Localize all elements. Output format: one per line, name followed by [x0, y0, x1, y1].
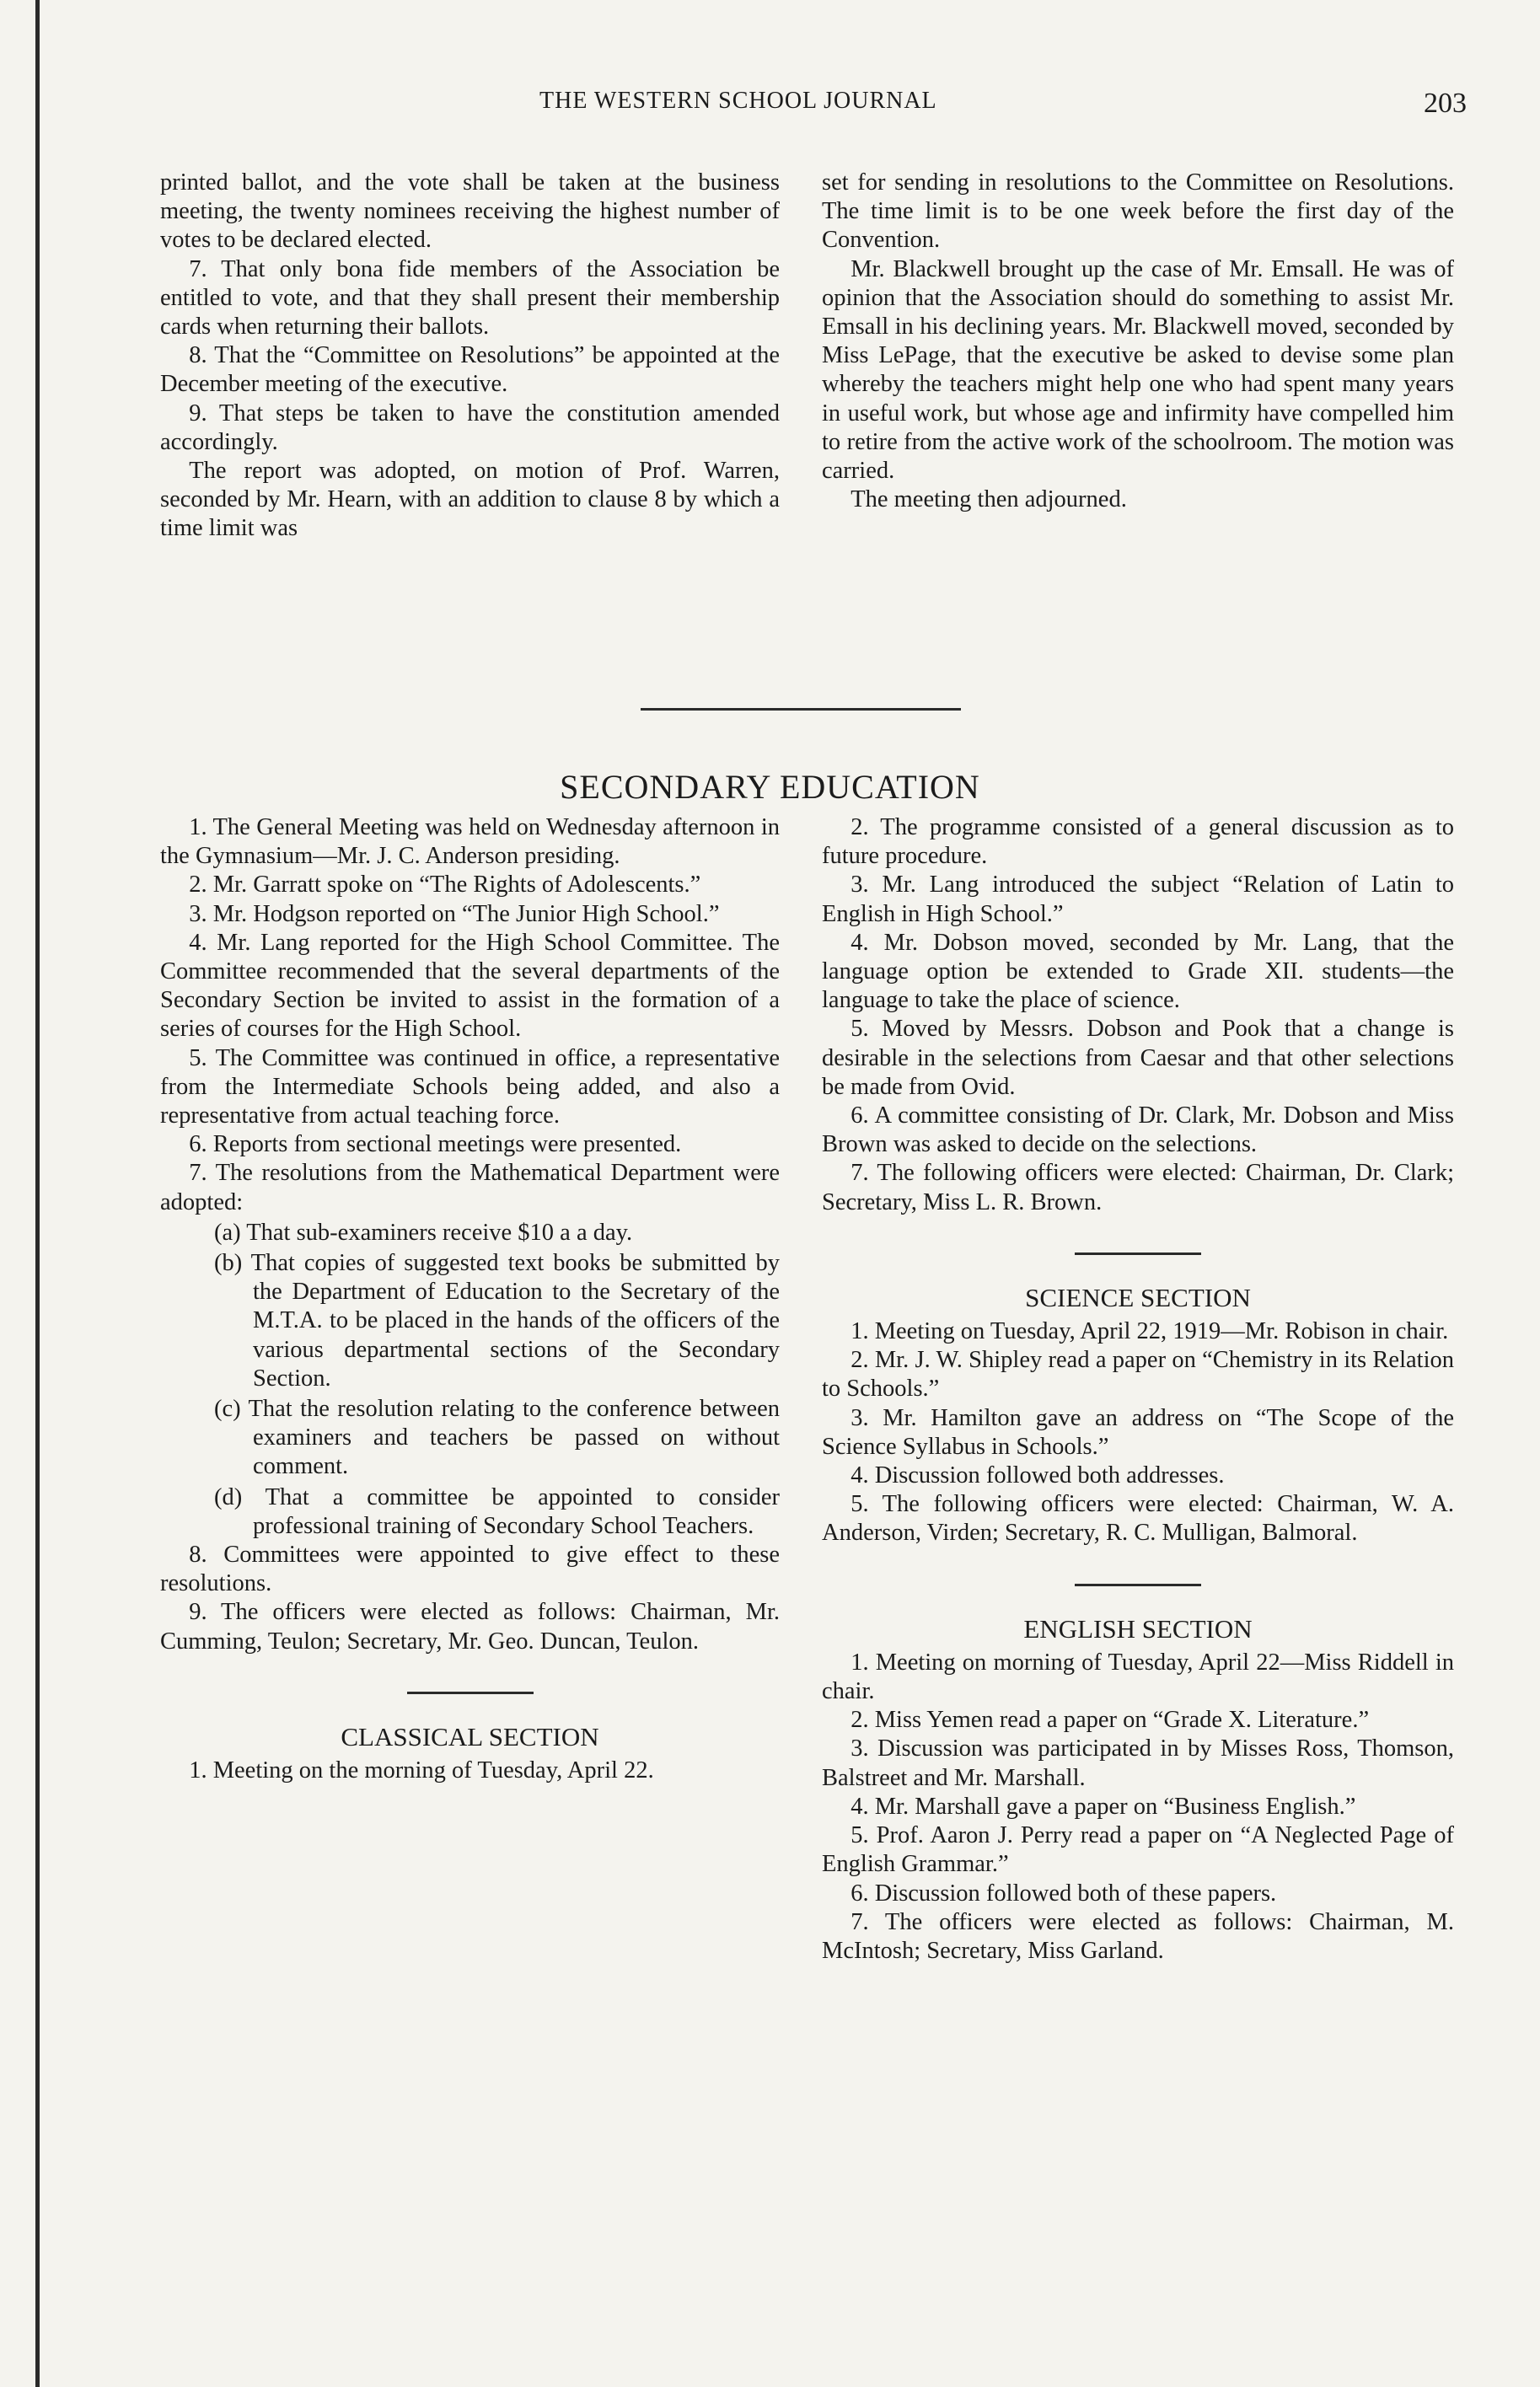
paragraph: 8. That the “Committee on Resolutions” be appointed at the December meeting of the executive. — [160, 342, 780, 398]
sections-right-column — [822, 813, 1454, 1966]
list-item: 6. Discussion followed both of these papers. — [850, 1880, 1277, 1907]
list-item: 3. Mr. Hamilton gave an address on “The Scope of the Science Syllabus in Schools.” — [822, 1404, 1454, 1460]
list-item: 1. The General Meeting was held on Wednesday afternoon in the Gymnasium—Mr. J. C. Anderson presiding. — [160, 814, 780, 870]
list-item: 6. A committee consisting of Dr. Clark, Mr. Dobson and Miss Brown was asked to decide on the selections. — [822, 1102, 1454, 1158]
section-divider — [641, 708, 961, 711]
resolution-item: (d) That a committee be appointed to consider professional training of Secondary School Teachers. — [214, 1483, 780, 1539]
paragraph: 7. That only bona fide members of the Association be entitled to vote, and that they shall present their membership cards when returning their ballots. — [160, 255, 780, 341]
list-item: 1. Meeting on morning of Tuesday, April 22—Miss Riddell in chair. — [822, 1649, 1454, 1705]
list-item: 9. The officers were elected as follows: Chairman, Mr. Cumming, Teulon; Secretary, Mr. Geo. Duncan, Teulon. — [160, 1599, 780, 1655]
list-item: 5. Moved by Messrs. Dobson and Pook that a change is desirable in the selections from Caesar and that other selections be made from Ovid. — [822, 1016, 1454, 1100]
list-item: 6. Reports from sectional meetings were presented. — [189, 1131, 682, 1158]
list-item: 4. Discussion followed both addresses. — [850, 1462, 1225, 1489]
page-header — [118, 88, 1467, 121]
classical-section-heading: CLASSICAL SECTION — [341, 1721, 599, 1751]
paragraph: printed ballot, and the vote shall be taken at the business meeting, the twenty nominees receiving the highest number of votes to be declared elected. — [160, 169, 780, 254]
journal-title: THE WESTERN SCHOOL JOURNAL — [539, 88, 937, 114]
list-item: 3. Mr. Hodgson reported on “The Junior High School.” — [189, 900, 720, 927]
list-item: 1. Meeting on the morning of Tuesday, April 22. — [189, 1757, 654, 1784]
science-section-heading: SCIENCE SECTION — [1025, 1282, 1251, 1312]
list-item: 4. Mr. Dobson moved, seconded by Mr. Lang, that the language option be extended to Grade XII. students—the language to take the place of science. — [822, 929, 1454, 1014]
resolution-item: (c) That the resolution relating to the conference between examiners and teachers be passed on without comment. — [214, 1396, 780, 1480]
list-item: 1. Meeting on Tuesday, April 22, 1919—Mr. Robison in chair. — [850, 1318, 1449, 1345]
binding-edge-line — [35, 0, 40, 2387]
section-divider — [1075, 1253, 1201, 1255]
paragraph: The report was adopted, on motion of Prof. Warren, seconded by Mr. Hearn, with an addition to clause 8 by which a time limit was — [160, 458, 780, 542]
list-item: 7. The officers were elected as follows: Chairman, M. McIntosh; Secretary, Miss Garland. — [822, 1908, 1454, 1964]
list-item: 3. Discussion was participated in by Misses Ross, Thomson, Balstreet and Mr. Marshall. — [822, 1735, 1454, 1791]
list-item: 5. Prof. Aaron J. Perry read a paper on “A Neglected Page of English Grammar.” — [822, 1822, 1454, 1878]
paragraph: 9. That steps be taken to have the constitution amended accordingly. — [160, 400, 780, 455]
list-item: 5. The following officers were elected: Chairman, W. A. Anderson, Virden; Secretary, R. C. Mulligan, Balmoral. — [822, 1491, 1454, 1547]
secondary-education-heading: SECONDARY EDUCATION — [560, 768, 980, 806]
paragraph: Mr. Blackwell brought up the case of Mr. Emsall. He was of opinion that the Association should do something to assist Mr. Emsall in his declining years. Mr. Blackwell moved, seconded by Miss LePage, that the executive be asked to devise some plan whereby the teachers might help one who had spent many years in useful work, but whose age and infirmity have compelled him to retire from the active work of the schoolroom. The motion was carried. — [822, 255, 1454, 485]
list-item: 4. Mr. Lang reported for the High School Committee. The Committee recommended that the several departments of the Secondary Section be invited to assist in the formation of a series of courses for the High School. — [160, 929, 780, 1043]
resolution-item: (b) That copies of suggested text books be submitted by the Department of Education to the Secretary of the M.T.A. to be placed in the hands of the officers of the various departmental sections of the Secondary Section. — [214, 1250, 780, 1392]
resolution-item: (a) That sub-examiners receive $10 a a day. — [214, 1219, 633, 1246]
english-section-heading: ENGLISH SECTION — [1023, 1613, 1253, 1644]
paragraph: The meeting then adjourned. — [850, 486, 1127, 513]
list-item: 2. Mr. Garratt spoke on “The Rights of Adolescents.” — [189, 872, 701, 898]
continued-text-left — [160, 169, 780, 544]
secondary-education-left-column — [160, 813, 780, 1785]
list-item: 2. Mr. J. W. Shipley read a paper on “Chemistry in its Relation to Schools.” — [822, 1347, 1454, 1403]
section-divider — [407, 1692, 534, 1694]
list-item: 8. Committees were appointed to give effect to these resolutions. — [160, 1542, 780, 1597]
list-item: 2. The programme consisted of a general discussion as to future procedure. — [822, 814, 1454, 870]
paragraph: set for sending in resolutions to the Committee on Resolutions. The time limit is to be one week before the first day of the Convention. — [822, 169, 1454, 254]
list-item: 2. Miss Yemen read a paper on “Grade X. Literature.” — [850, 1707, 1370, 1734]
section-divider — [1075, 1584, 1201, 1586]
list-item: 7. The following officers were elected: Chairman, Dr. Clark; Secretary, Miss L. R. Brown. — [822, 1160, 1454, 1215]
page-number: 203 — [1424, 88, 1467, 119]
list-item: 3. Mr. Lang introduced the subject “Relation of Latin to English in High School.” — [822, 872, 1454, 927]
list-item: 4. Mr. Marshall gave a paper on “Business English.” — [850, 1793, 1356, 1820]
list-item: 5. The Committee was continued in office, a representative from the Intermediate Schools being added, and also a representative from actual teaching force. — [160, 1044, 780, 1129]
list-item: 7. The resolutions from the Mathematical Department were adopted: — [160, 1160, 780, 1215]
continued-text-right — [822, 169, 1454, 514]
